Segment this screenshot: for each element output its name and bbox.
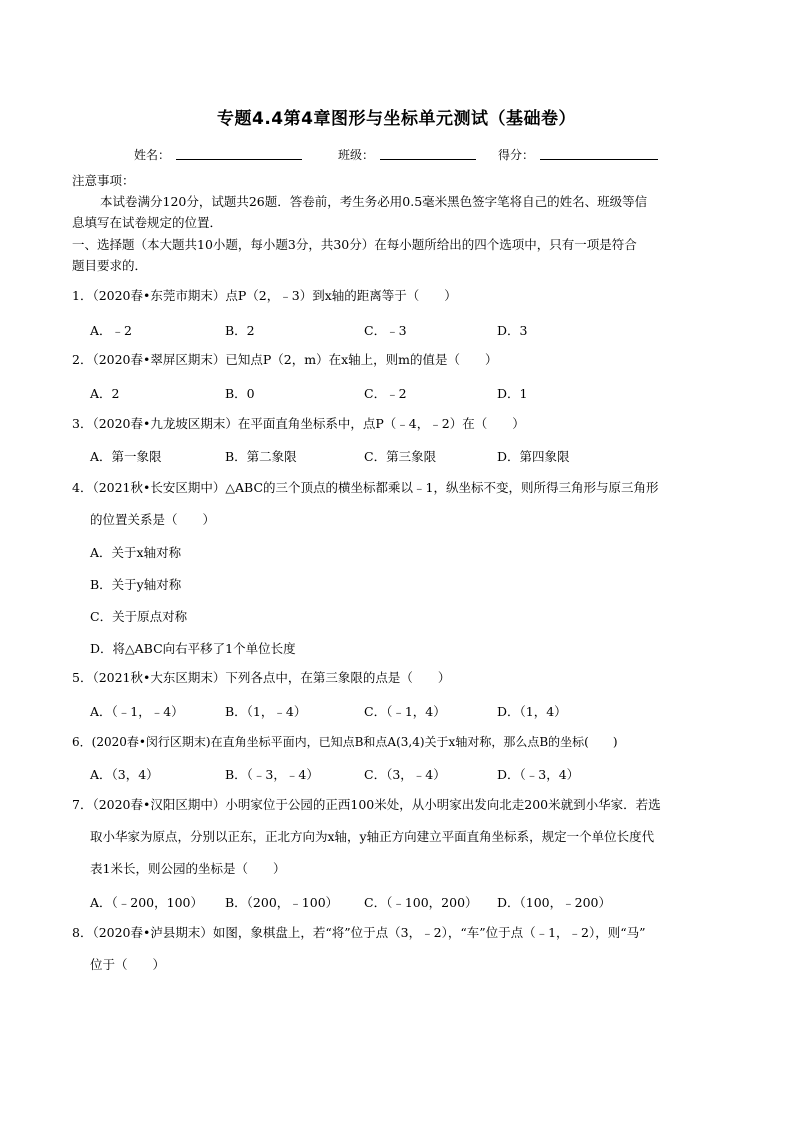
question-4-option-d[interactable]: D．将△ABC向右平移了1个单位长度 (90, 641, 296, 656)
question-2-option-d[interactable]: D．1 (497, 386, 528, 401)
score-blank[interactable] (540, 159, 658, 160)
question-4-stem-line-1: 4．（2021秋•长安区期中）△ABC的三个顶点的横坐标都乘以﹣1，纵坐标不变，则所得三角形与原三角形 (72, 480, 659, 495)
question-3-option-d[interactable]: D．第四象限 (497, 449, 570, 464)
question-5-option-d[interactable]: D．（1，4） (497, 704, 567, 719)
question-7-stem-line-1: 7．（2020春•汉阳区期中）小明家位于公园的正西100米处，从小明家出发向北走200米就到小华家．若选 (72, 797, 661, 812)
question-5-option-c[interactable]: C．（﹣1，4） (364, 704, 446, 719)
question-2-stem: 2．（2020春•翠屏区期末）已知点P（2，m）在x轴上，则m的值是（ ） (72, 352, 498, 367)
question-2-option-c[interactable]: C．﹣2 (364, 386, 407, 401)
question-4-option-c[interactable]: C．关于原点对称 (90, 609, 188, 624)
question-6-option-b[interactable]: B．（﹣3，﹣4） (225, 767, 319, 782)
name-blank[interactable] (176, 159, 302, 160)
question-1-option-c[interactable]: C．﹣3 (364, 323, 407, 338)
notice-line-1: 本试卷满分120分，试题共26题．答卷前，考生务必用0.5毫米黑色签字笔将自己的姓名、班级等信 (100, 194, 648, 209)
question-7-option-c[interactable]: C．（﹣100，200） (364, 895, 478, 910)
question-8-stem-line-1: 8．（2020春•泸县期末）如图，象棋盘上，若“将”位于点（3，﹣2），“车”位于点（﹣1，﹣2），则“马” (72, 925, 646, 940)
section-heading-line-1: 一、选择题（本大题共10小题，每小题3分，共30分）在每小题所给出的四个选项中，只有一项是符合 (72, 237, 637, 252)
question-6-option-a[interactable]: A．（3，4） (90, 767, 159, 782)
question-3-stem: 3．（2020春•九龙坡区期末）在平面直角坐标系中，点P（﹣4，﹣2）在（ ） (72, 416, 525, 431)
question-1-option-d[interactable]: D．3 (497, 323, 528, 338)
question-6-option-c[interactable]: C．（3，﹣4） (364, 767, 446, 782)
notice-line-2: 息填写在试卷规定的位置． (72, 215, 223, 230)
score-label: 得分： (498, 148, 535, 162)
section-heading-line-2: 题目要求的． (72, 258, 148, 273)
question-7-option-b[interactable]: B．（200，﹣100） (225, 895, 339, 910)
question-4-stem-line-2: 的位置关系是（ ） (90, 512, 216, 527)
question-3-option-c[interactable]: C．第三象限 (364, 449, 437, 464)
class-blank[interactable] (380, 159, 476, 160)
class-label: 班级： (338, 148, 375, 162)
question-1-option-a[interactable]: A．﹣2 (90, 323, 132, 338)
question-5-option-a[interactable]: A．（﹣1，﹣4） (90, 704, 184, 719)
question-8-stem-line-2: 位于（ ） (90, 957, 166, 972)
question-4-option-a[interactable]: A．关于x轴对称 (90, 545, 182, 560)
question-7-stem-line-2: 取小华家为原点，分别以正东，正北方向为x轴，y轴正方向建立平面直角坐标系，规定一个单位长度代 (90, 829, 655, 844)
question-2-option-a[interactable]: A．2 (90, 386, 120, 401)
question-5-option-b[interactable]: B．（1，﹣4） (225, 704, 307, 719)
question-7-stem-line-3: 表1米长，则公园的坐标是（ ） (90, 861, 286, 876)
name-label: 姓名： (134, 148, 171, 162)
notice-heading: 注意事项： (72, 173, 135, 188)
question-3-option-a[interactable]: A．第一象限 (90, 449, 162, 464)
question-7-option-d[interactable]: D．（100，﹣200） (497, 895, 611, 910)
question-2-option-b[interactable]: B．0 (225, 386, 255, 401)
question-4-option-b[interactable]: B．关于y轴对称 (90, 577, 182, 592)
question-6-option-d[interactable]: D．（﹣3，4） (497, 767, 580, 782)
question-7-option-a[interactable]: A．（﹣200，100） (90, 895, 203, 910)
question-5-stem: 5．（2021秋•大东区期末）下列各点中，在第三象限的点是（ ） (72, 670, 451, 685)
question-1-option-b[interactable]: B．2 (225, 323, 255, 338)
page-title: 专题4.4第4章图形与坐标单元测试（基础卷） (217, 109, 576, 129)
question-3-option-b[interactable]: B．第二象限 (225, 449, 297, 464)
student-info-row (0, 146, 793, 164)
question-6-stem: 6．(2020春•闵行区期末)在直角坐标平面内，已知点B和点A(3,4)关于x轴对称，那么点B的坐标( ) (72, 735, 618, 749)
question-1-stem: 1．（2020春•东莞市期末）点P（2，﹣3）到x轴的距离等于（ ） (72, 288, 457, 303)
